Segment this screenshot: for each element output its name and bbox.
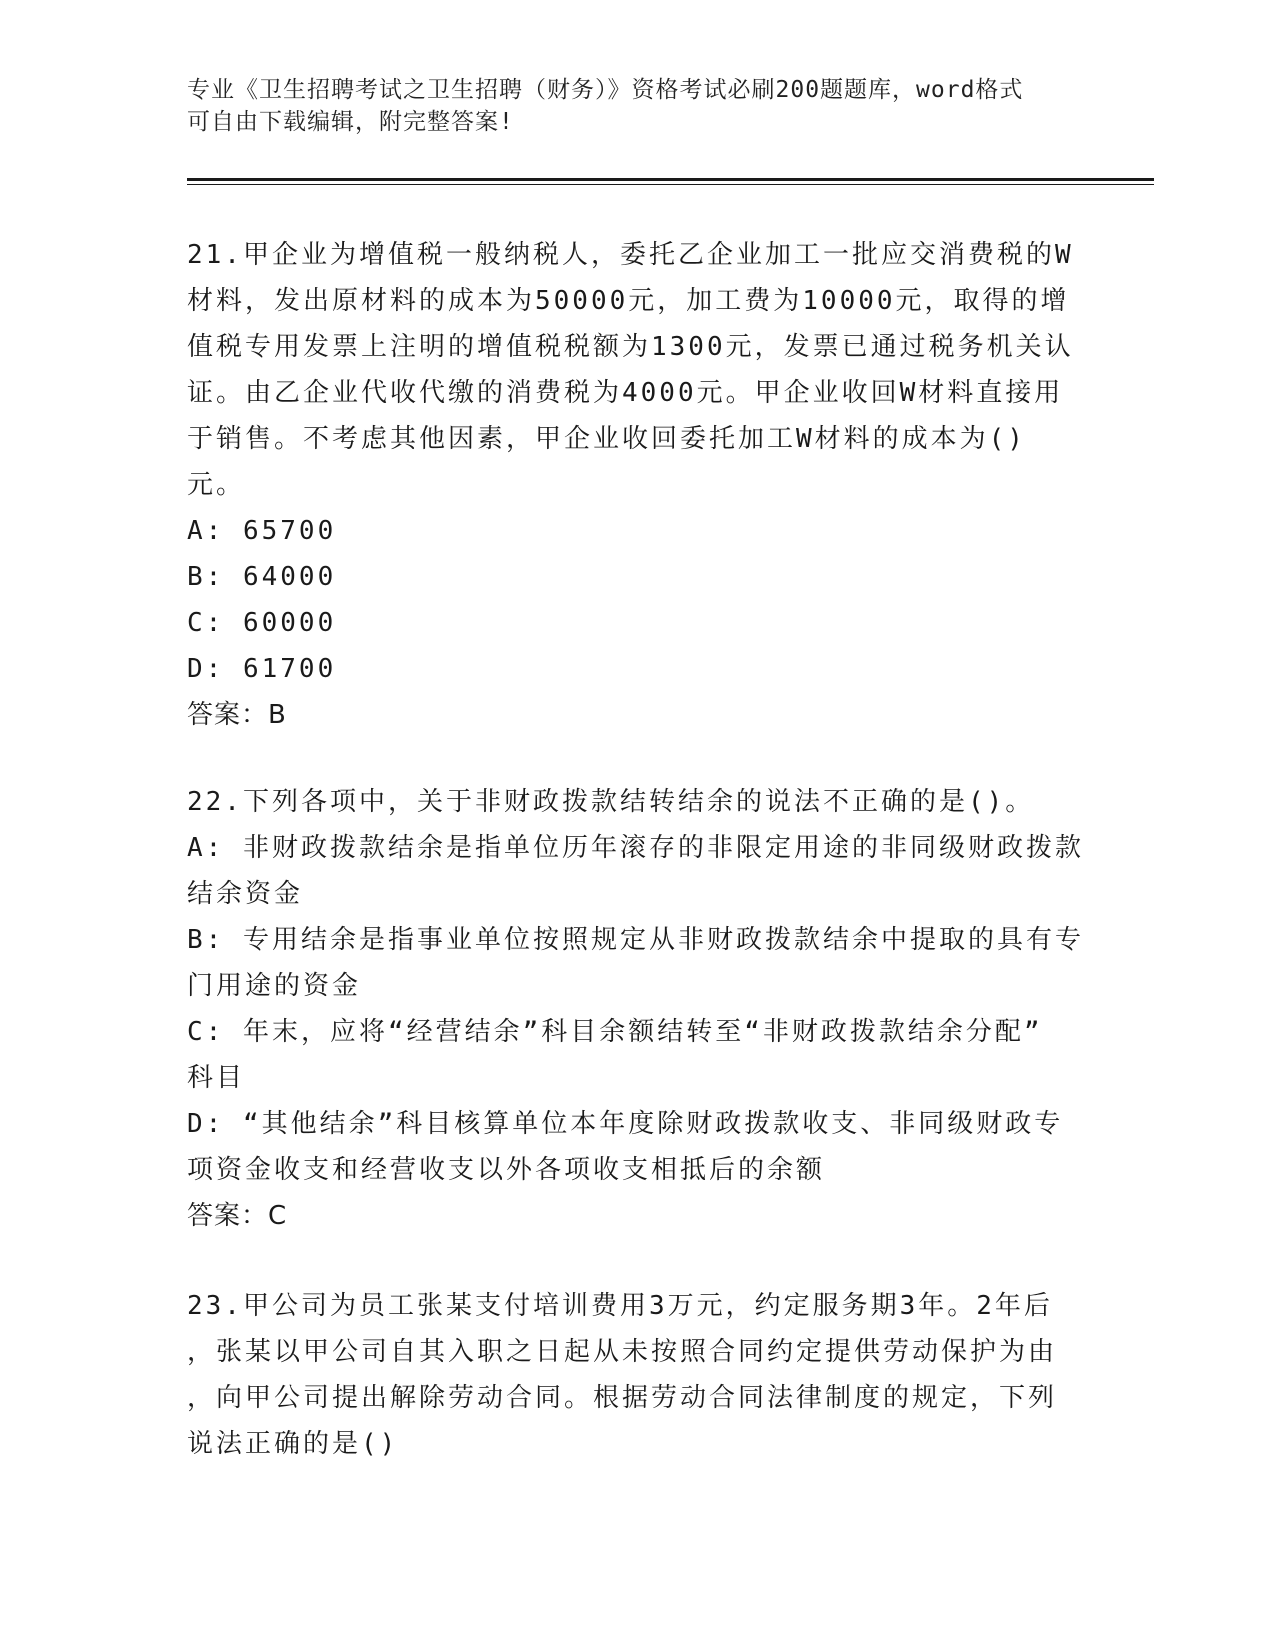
question-stem-line: 21.甲企业为增值税一般纳税人，委托乙企业加工一批应交消费税的W: [187, 240, 1074, 270]
option-b-continued: 门用途的资金: [187, 971, 362, 1001]
question-stem-line: 于销售。不考虑其他因素，甲企业收回委托加工W材料的成本为(): [187, 424, 1026, 454]
question-21: [187, 232, 1087, 738]
option-a-continued: 结余资金: [187, 879, 304, 909]
option-d-continued: 项资金收支和经营收支以外各项收支相抵后的余额: [187, 1155, 826, 1185]
header-divider-thin: [187, 184, 1154, 185]
option-a: A: 非财政拨款结余是指单位历年滚存的非限定用途的非同级财政拨款: [187, 833, 1084, 863]
question-23: [187, 1283, 1087, 1467]
option-d: D: “其他结余”科目核算单位本年度除财政拨款收支、非同级财政专: [187, 1109, 1064, 1139]
option-b: B: 64000: [187, 562, 337, 592]
question-stem-line: 证。由乙企业代收代缴的消费税为4000元。甲企业收回W材料直接用: [187, 378, 1064, 408]
option-c: C: 年末，应将“经营结余”科目余额结转至“非财政拨款结余分配”: [187, 1017, 1043, 1047]
header-line: 专业《卫生招聘考试之卫生招聘（财务）》资格考试必刷200题题库，word格式: [187, 77, 1024, 103]
question-stem-line: 元。: [187, 470, 246, 500]
question-stem-line: ，张某以甲公司自其入职之日起从未按照合同约定提供劳动保护为由: [187, 1337, 1058, 1367]
question-stem-line: 材料，发出原材料的成本为50000元，加工费为10000元，取得的增: [187, 286, 1070, 316]
document-header: [187, 74, 1087, 138]
option-c-continued: 科目: [187, 1063, 246, 1093]
question-stem-line: 值税专用发票上注明的增值税税额为1300元，发票已通过税务机关认: [187, 332, 1074, 362]
option-d: D: 61700: [187, 654, 337, 684]
header-divider: [187, 178, 1154, 181]
option-c: C: 60000: [187, 608, 337, 638]
question-stem-line: 23.甲公司为员工张某支付培训费用3万元，约定服务期3年。2年后: [187, 1291, 1053, 1321]
question-stem-line: 22.下列各项中，关于非财政拨款结转结余的说法不正确的是()。: [187, 787, 1035, 817]
question-stem-line: 说法正确的是(): [187, 1429, 399, 1459]
option-a: A: 65700: [187, 516, 337, 546]
answer-line: 答案：B: [187, 700, 287, 730]
option-b: B: 专用结余是指事业单位按照规定从非财政拨款结余中提取的具有专: [187, 925, 1084, 955]
header-line: 可自由下载编辑，附完整答案!: [187, 109, 514, 135]
question-stem-line: ，向甲公司提出解除劳动合同。根据劳动合同法律制度的规定，下列: [187, 1383, 1058, 1413]
answer-line: 答案：C: [187, 1201, 288, 1231]
question-22: [187, 779, 1087, 1239]
